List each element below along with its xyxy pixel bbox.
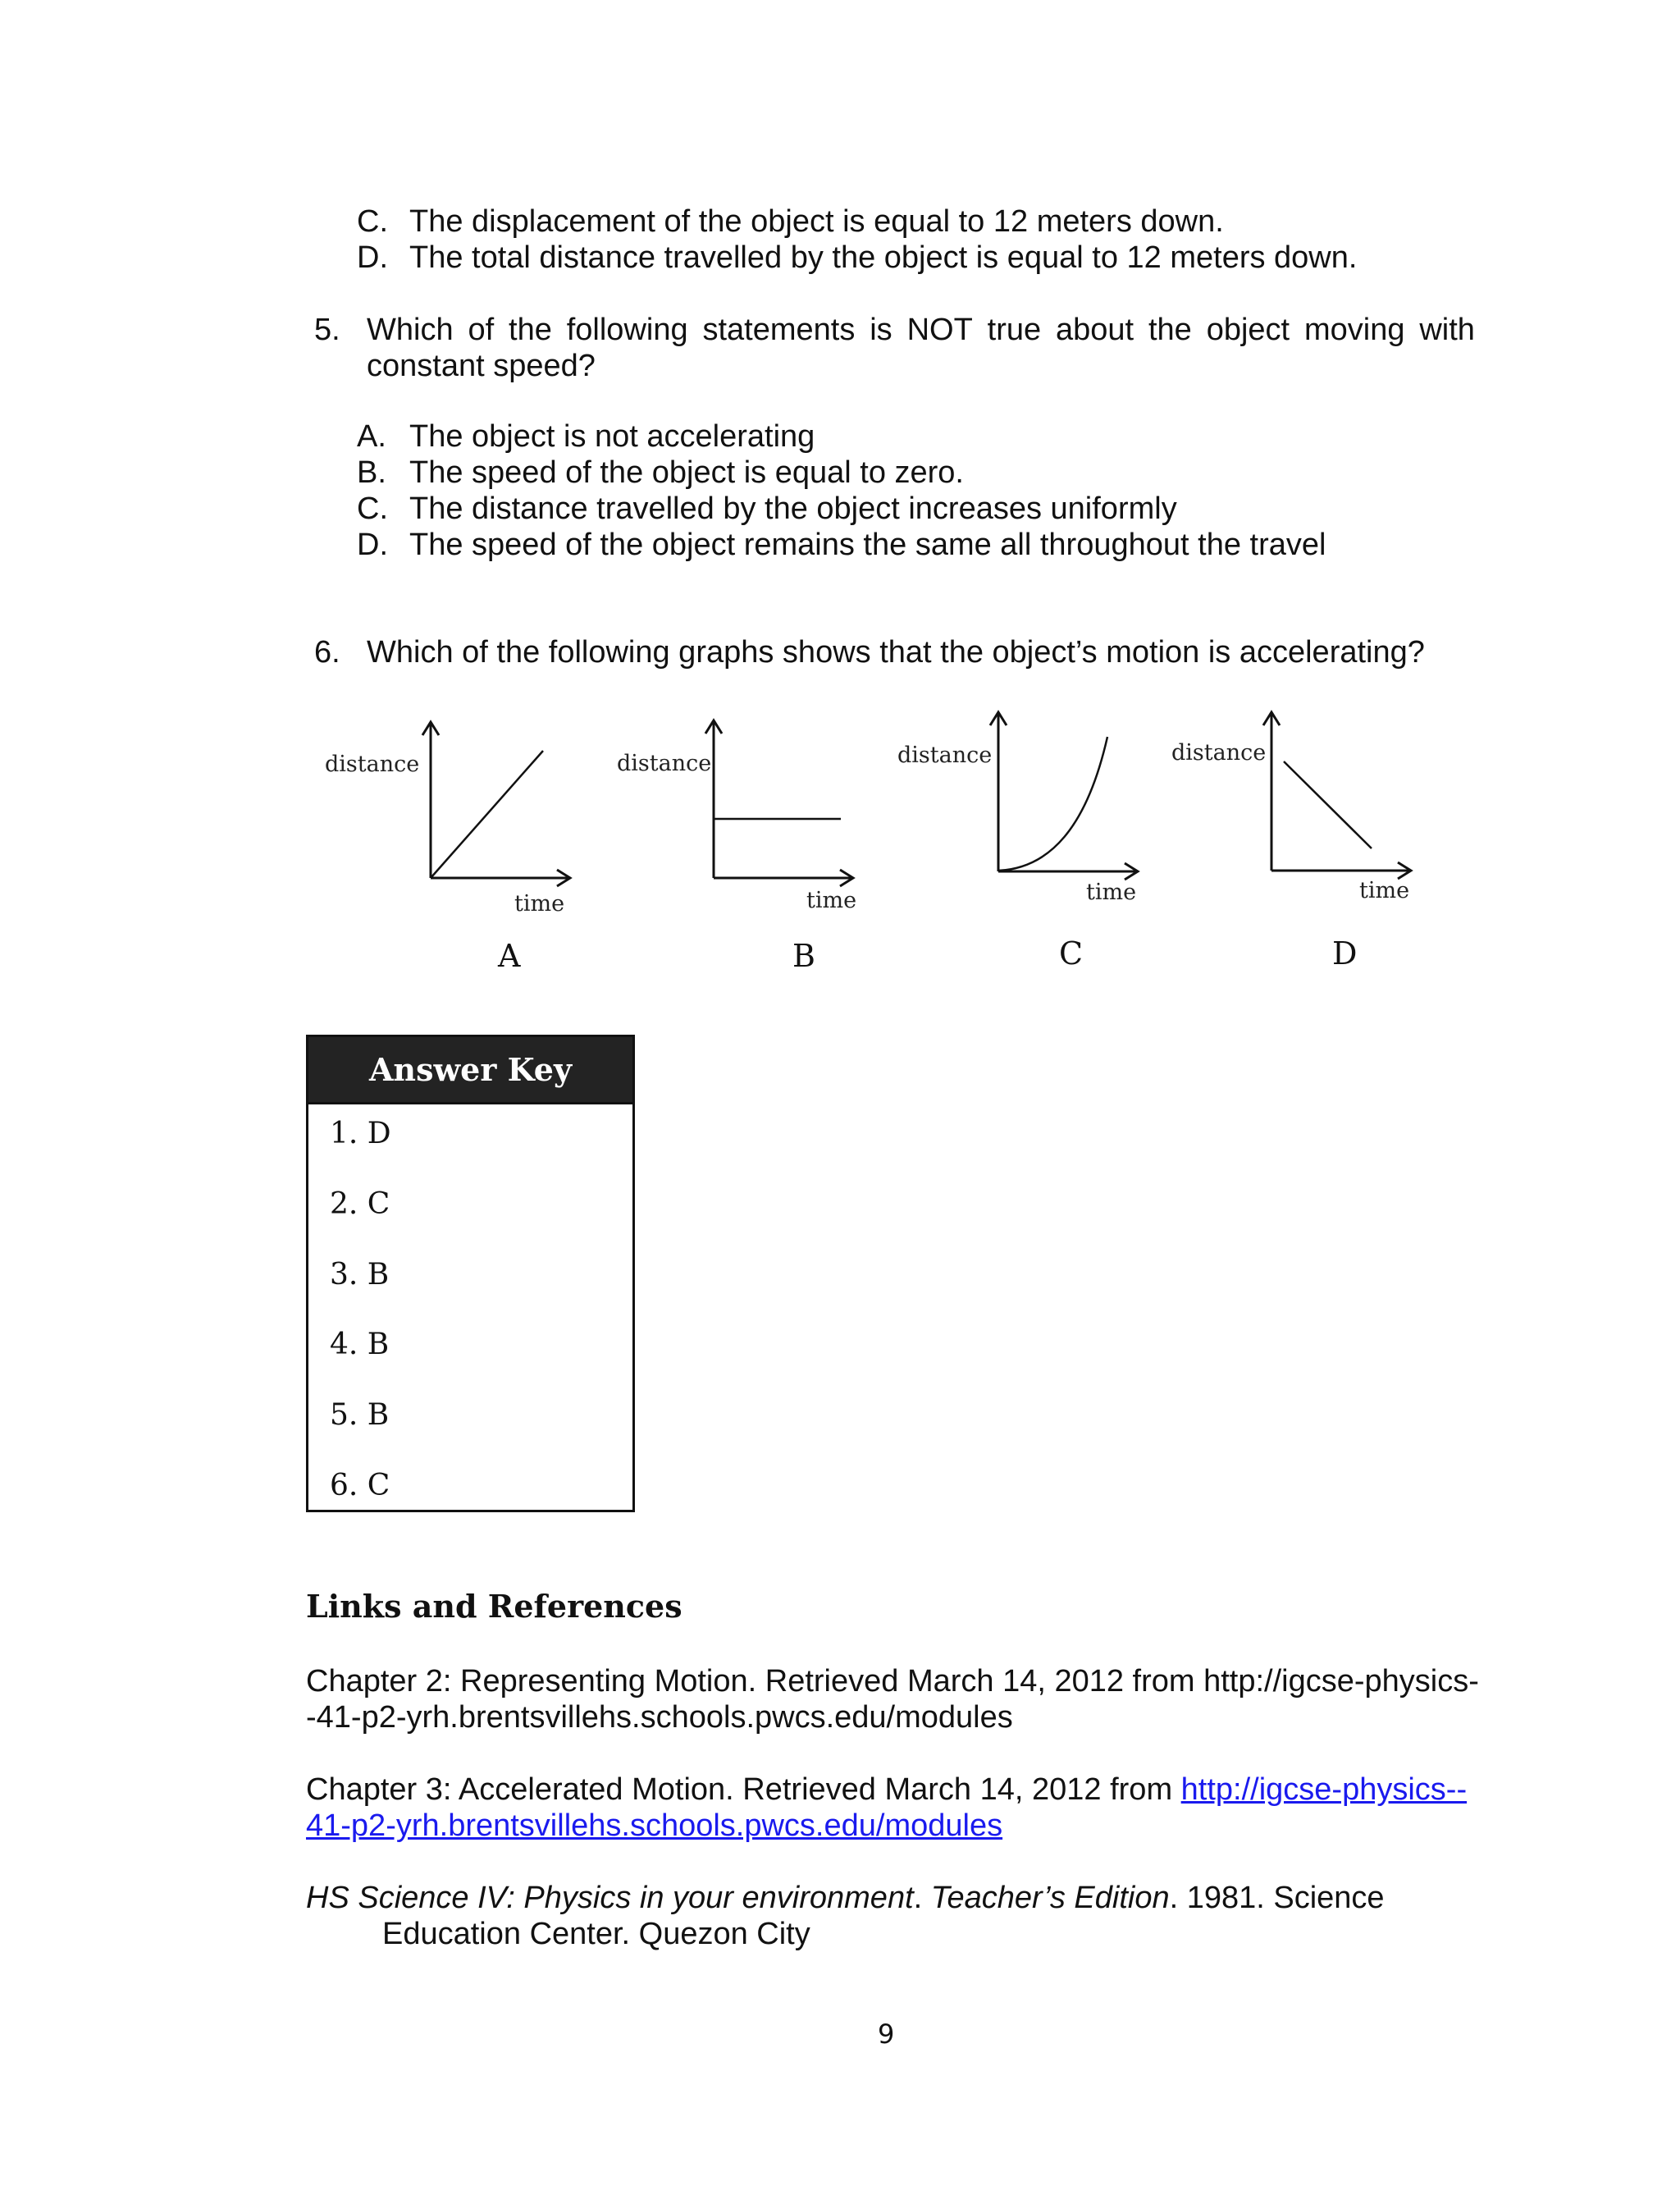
graph-b-letter: B xyxy=(792,938,815,974)
word: Which xyxy=(367,313,454,347)
answer-key-item: 1. D xyxy=(330,1117,391,1150)
word: NOT xyxy=(906,313,973,347)
graph-a-svg xyxy=(320,714,599,927)
reference-3-edition: Teacher’s Edition xyxy=(930,1881,1170,1915)
question-text-line-1 xyxy=(367,312,1475,348)
graph-d-letter: D xyxy=(1332,935,1358,972)
word: statements xyxy=(702,313,856,347)
graph-curve xyxy=(998,737,1107,871)
answer-key-item: 6. C xyxy=(330,1469,390,1502)
q5-question xyxy=(314,312,1479,348)
word: moving xyxy=(1303,313,1405,347)
q5-option-a xyxy=(357,418,1423,455)
reference-2-text: Chapter 3: Accelerated Motion. Retrieved March 14, 2012 from xyxy=(306,1772,1181,1807)
q4-option-d xyxy=(357,240,1423,276)
q5-option-d xyxy=(357,527,1423,563)
answer-key-title: Answer Key xyxy=(308,1037,632,1104)
word: the xyxy=(1148,313,1192,347)
option-letter: D. xyxy=(357,528,388,562)
q6-question xyxy=(314,634,1479,670)
reference-3-line-1 xyxy=(306,1880,1385,1916)
question-text: Which of the following graphs shows that the object’s motion is accelerating? xyxy=(367,635,1425,670)
graph-d xyxy=(1169,704,1440,921)
option-letter: D. xyxy=(357,240,388,275)
answer-key-item: 5. B xyxy=(330,1398,390,1432)
word: the xyxy=(509,313,552,347)
reference-2-link[interactable]: http://igcse-physics-- xyxy=(1180,1772,1468,1807)
reference-3-title: HS Science IV: Physics in your environment xyxy=(306,1881,914,1915)
option-text: The speed of the object is equal to zero. xyxy=(409,455,964,490)
x-axis-label: time xyxy=(1086,880,1137,905)
reference-1-line-1: Chapter 2: Representing Motion. Retrieved March 14, 2012 from http://igcse-physics- xyxy=(306,1664,1479,1699)
word: with xyxy=(1419,313,1475,347)
reference-3-details: . 1981. Science xyxy=(1169,1881,1385,1915)
reference-2-line-1 xyxy=(306,1772,1467,1808)
option-text: The total distance travelled by the object is equal to 12 meters down. xyxy=(409,240,1358,275)
question-number: 5. xyxy=(314,313,340,347)
word: is xyxy=(870,313,892,347)
graph-c-letter: C xyxy=(1059,935,1084,972)
x-axis-label: time xyxy=(514,891,565,917)
graph-a-letter: A xyxy=(498,938,521,974)
word: following xyxy=(566,313,688,347)
option-text: The speed of the object remains the same all throughout the travel xyxy=(409,528,1326,562)
question-text-line-2: constant speed? xyxy=(367,349,596,383)
graph-c xyxy=(894,704,1165,921)
x-axis-label: time xyxy=(1359,878,1410,903)
answer-key-box xyxy=(306,1035,635,1512)
y-axis-label: distance xyxy=(617,751,712,776)
page-number: 9 xyxy=(878,2019,895,2050)
reference-3-line-2: Education Center. Quezon City xyxy=(382,1917,810,1951)
reference-3-separator: . xyxy=(913,1881,931,1915)
word: true xyxy=(987,313,1042,347)
graph-b-svg xyxy=(615,712,878,926)
x-axis-label: time xyxy=(806,888,857,913)
graph-b xyxy=(615,712,878,930)
question-number: 6. xyxy=(314,635,340,670)
option-text: The displacement of the object is equal to 12 meters down. xyxy=(409,204,1224,239)
graph-line xyxy=(431,751,543,878)
q4-option-c xyxy=(357,203,1423,240)
q5-option-b xyxy=(357,455,1423,491)
answer-key-item: 2. C xyxy=(330,1187,390,1221)
graph-d-svg xyxy=(1169,704,1440,917)
word: object xyxy=(1206,313,1290,347)
graph-c-svg xyxy=(894,704,1165,917)
option-text: The distance travelled by the object increases uniformly xyxy=(409,491,1177,526)
answer-key-item: 3. B xyxy=(330,1258,390,1292)
reference-1-line-2: -41-p2-yrh.brentsvillehs.schools.pwcs.edu/modules xyxy=(306,1700,1013,1735)
option-text: The object is not accelerating xyxy=(409,419,815,454)
y-axis-label: distance xyxy=(1171,740,1267,766)
graph-line xyxy=(1284,761,1372,848)
reference-2-link-continued[interactable]: 41-p2-yrh.brentsvillehs.schools.pwcs.edu/modules xyxy=(306,1808,1003,1843)
graph-a xyxy=(320,714,599,931)
word: about xyxy=(1056,313,1134,347)
option-letter: A. xyxy=(357,419,386,454)
option-letter: C. xyxy=(357,204,388,239)
y-axis-label: distance xyxy=(897,743,993,768)
q5-option-c xyxy=(357,491,1423,527)
option-letter: B. xyxy=(357,455,386,490)
reference-2-line-2 xyxy=(306,1808,1002,1844)
y-axis-label: distance xyxy=(325,752,420,777)
option-letter: C. xyxy=(357,491,388,526)
references-heading: Links and References xyxy=(306,1588,682,1625)
answer-key-item: 4. B xyxy=(330,1328,390,1361)
word: of xyxy=(468,313,495,347)
